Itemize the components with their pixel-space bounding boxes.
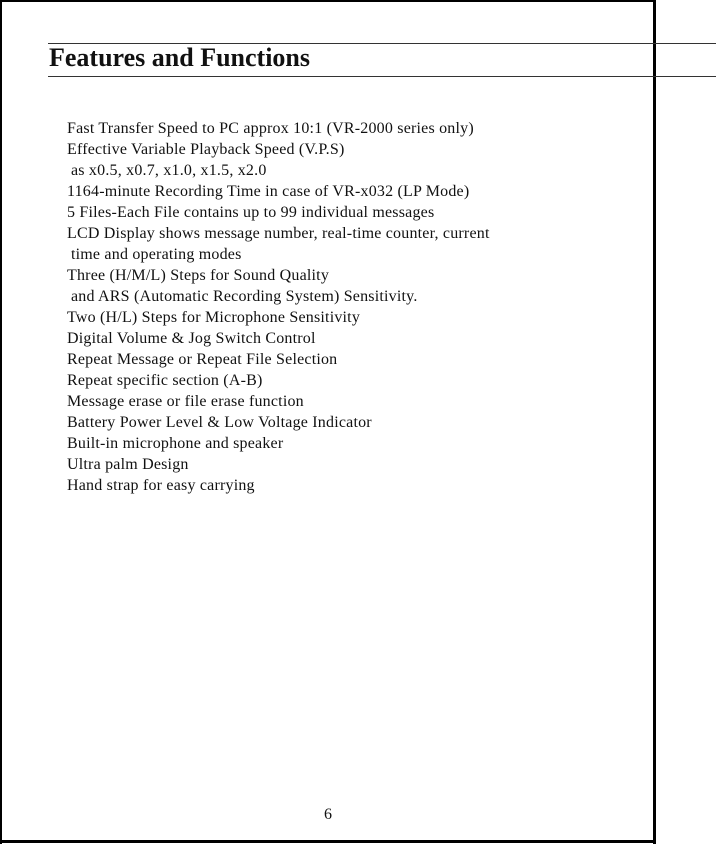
page-border-right <box>653 0 656 844</box>
feature-item: Repeat Message or Repeat File Selection <box>67 351 338 368</box>
feature-item-continuation: time and operating modes <box>71 246 242 263</box>
feature-item-continuation: as x0.5, x0.7, x1.0, x1.5, x2.0 <box>71 162 267 179</box>
feature-list <box>67 118 490 496</box>
feature-item: Ultra palm Design <box>67 456 189 473</box>
feature-item: Effective Variable Playback Speed (V.P.S) <box>67 141 345 158</box>
feature-item: Battery Power Level & Low Voltage Indicator <box>67 414 372 431</box>
feature-item: 5 Files-Each File contains up to 99 individual messages <box>67 204 435 221</box>
feature-item: Three (H/M/L) Steps for Sound Quality <box>67 267 330 284</box>
page-number: 6 <box>324 806 332 823</box>
page-border-top <box>0 0 656 2</box>
feature-item: LCD Display shows message number, real-time counter, current <box>67 225 490 242</box>
feature-item: 1164-minute Recording Time in case of VR-x032 (LP Mode) <box>67 183 470 200</box>
feature-item: Fast Transfer Speed to PC approx 10:1 (VR-2000 series only) <box>67 120 474 137</box>
heading-rule-bottom <box>48 76 716 77</box>
feature-item: Digital Volume & Jog Switch Control <box>67 330 316 347</box>
page-border-bottom <box>0 840 656 843</box>
feature-item: Repeat specific section (A-B) <box>67 372 263 389</box>
feature-item: Hand strap for easy carrying <box>67 477 255 494</box>
feature-item: Built-in microphone and speaker <box>67 435 284 452</box>
feature-item: Two (H/L) Steps for Microphone Sensitivity <box>67 309 361 326</box>
page-title: Features and Functions <box>49 43 310 72</box>
page-border-left <box>0 0 2 844</box>
feature-item: Message erase or file erase function <box>67 393 304 410</box>
feature-item-continuation: and ARS (Automatic Recording System) Sensitivity. <box>71 288 418 305</box>
